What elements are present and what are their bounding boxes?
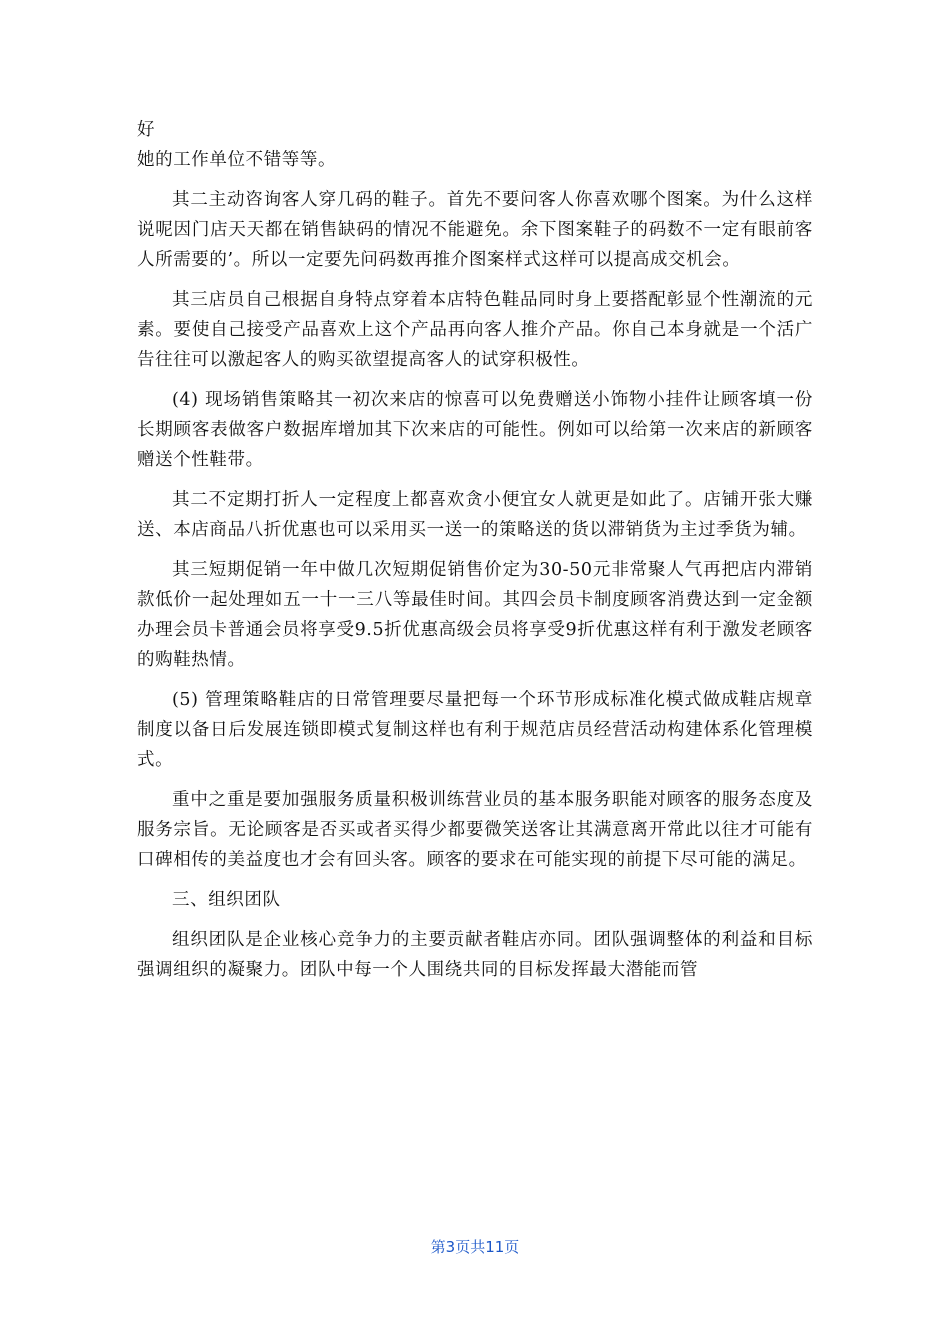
paragraph-size-inquiry: 其二主动咨询客人穿几码的鞋子。首先不要问客人你喜欢哪个图案。为什么这样说呢因门店天天都在销售缺码的情况不能避免。余下图案鞋子的码数不一定有眼前客人所需要的’。所以一定要先问码数再推介图案样式这样可以提高成交机会。 [137, 190, 813, 270]
paragraph-short-promotions: 其三短期促销一年中做几次短期促销售价定为30-50元非常聚人气再把店内滞销款低价一起处理如五一十一三八等最佳时间。其四会员卡制度顾客消费达到一定金额办理会员卡普通会员将享受9.5折优惠高级会员将享受9折优惠这样有利于激发老顾客的购鞋热情。 [137, 560, 813, 670]
section-heading-team: 三、组织团队 [172, 890, 281, 910]
paragraph-team: 组织团队是企业核心竞争力的主要贡献者鞋店亦同。团队强调整体的利益和目标强调组织的凝聚力。团队中每一个人围绕共同的目标发挥最大潜能而管 [137, 930, 813, 980]
paragraph-discounts: 其二不定期打折人一定程度上都喜欢贪小便宜女人就更是如此了。店铺开张大赚送、本店商品八折优惠也可以采用买一送一的策略送的货以滞销货为主过季货为辅。 [137, 490, 813, 540]
page-number-footer: 第3页共11页 [430, 1238, 520, 1256]
lead-line-2: 她的工作单位不错等等。 [137, 150, 337, 170]
page-body [137, 115, 813, 995]
lead-line-1: 好 [137, 120, 156, 140]
paragraph-management-strategy: (5) 管理策略鞋店的日常管理要尽量把每一个环节形成标准化模式做成鞋店规章制度以备日后发展连锁即模式复制这样也有利于规范店员经营活动构建体系化管理模式。 [137, 690, 813, 770]
paragraph-onsite-strategy: (4) 现场销售策略其一初次来店的惊喜可以免费赠送小饰物小挂件让顾客填一份长期顾客表做客户数据库增加其下次来店的可能性。例如可以给第一次来店的新顾客赠送个性鞋带。 [137, 390, 813, 470]
paragraph-staff-style: 其三店员自己根据自身特点穿着本店特色鞋品同时身上要搭配彰显个性潮流的元素。要使自己接受产品喜欢上这个产品再向客人推介产品。你自己本身就是一个活广告往往可以激起客人的购买欲望提高客人的试穿积极性。 [137, 290, 813, 370]
paragraph-service-quality: 重中之重是要加强服务质量积极训练营业员的基本服务职能对顾客的服务态度及服务宗旨。无论顾客是否买或者买得少都要微笑送客让其满意离开常此以往才可能有口碑相传的美益度也才会有回头客。顾客的要求在可能实现的前提下尽可能的满足。 [137, 790, 813, 870]
